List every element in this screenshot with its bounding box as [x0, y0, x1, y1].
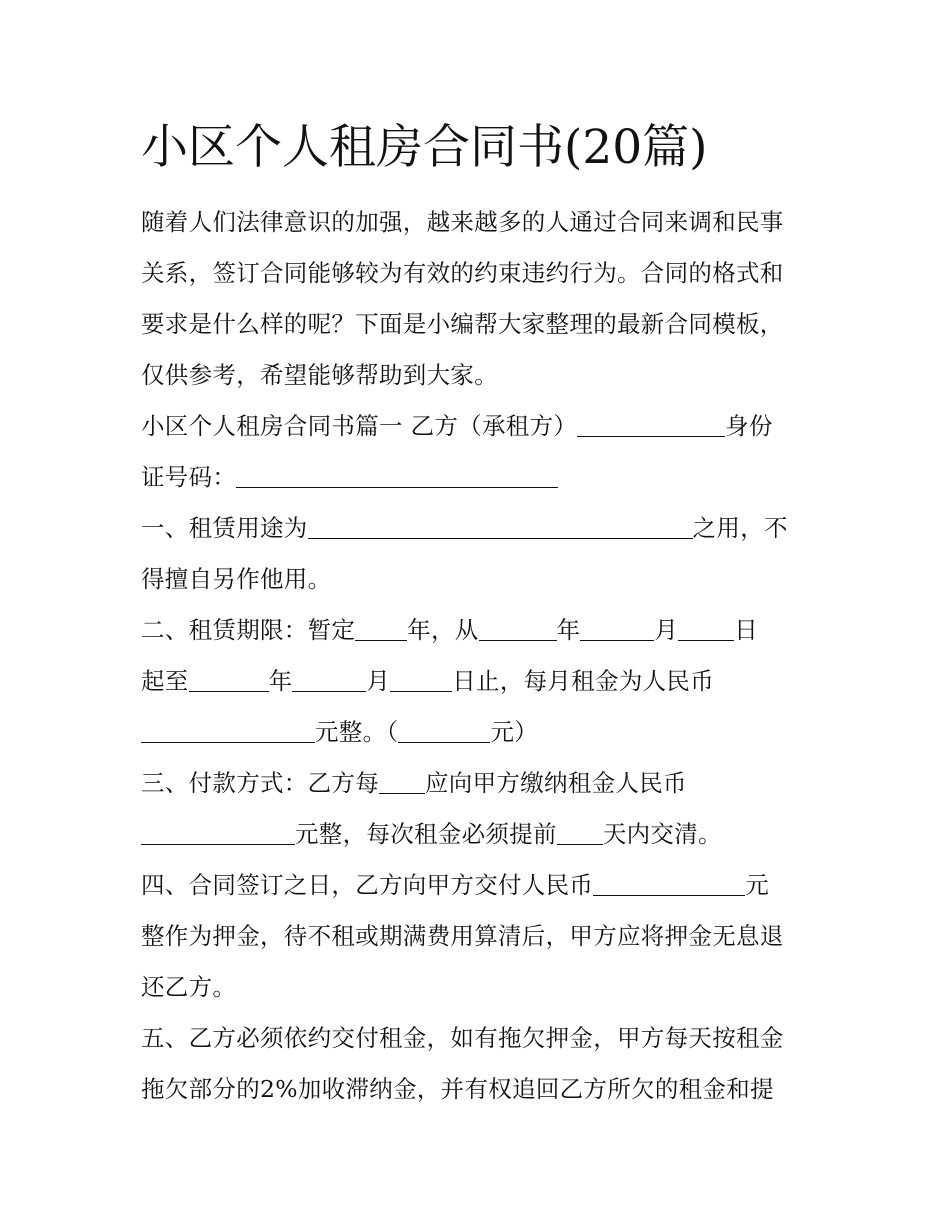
start-month-blank — [580, 616, 654, 641]
clause-1-line-1 — [141, 510, 788, 546]
start-year-blank — [479, 616, 557, 641]
intro-line-2: 关系，签订合同能够较为有效的约束违约行为。合同的格式和 — [141, 259, 784, 287]
intro-line-1: 随着人们法律意识的加强，越来越多的人通过合同来调和民事 — [141, 208, 784, 236]
id-label-part: 身份 — [725, 412, 773, 440]
clause-5-line-1: 五、乙方必须依约交付租金，如有拖欠押金，甲方每天按租金 — [141, 1024, 784, 1052]
clause-3-line-2 — [141, 816, 722, 852]
clause-1-line-2: 得擅自另作他用。 — [141, 565, 332, 593]
clause-2-text: 日 — [734, 616, 759, 644]
id-number-line — [141, 459, 558, 495]
clause-3-line-1 — [141, 765, 687, 801]
term-years-blank — [355, 616, 407, 641]
clause-3-text: 元整，每次租金必须提前 — [295, 820, 557, 848]
section-heading-line — [141, 408, 773, 444]
section-heading-text: 小区个人租房合同书篇一 乙方（承租方） — [141, 412, 578, 440]
clause-2-line-3 — [141, 714, 538, 750]
end-year-blank — [189, 667, 269, 692]
intro-line-3: 要求是什么样的呢？下面是小编帮大家整理的最新合同模板， — [141, 310, 784, 338]
clause-2-text: 二、租赁期限：暂定 — [141, 616, 356, 644]
clause-2-text: 年，从 — [407, 616, 479, 644]
clause-4-line-1 — [141, 867, 769, 903]
clause-4-line-3: 还乙方。 — [141, 973, 237, 1001]
id-number-blank — [236, 463, 558, 488]
clause-2-line-2 — [141, 663, 714, 699]
clause-2-text: 年 — [556, 616, 581, 644]
purpose-blank — [308, 514, 693, 539]
clause-2-text: 月 — [654, 616, 679, 644]
clause-3-text: 三、付款方式：乙方每 — [141, 769, 379, 797]
end-day-blank — [390, 667, 452, 692]
clause-2-text: 元） — [490, 718, 539, 746]
monthly-rent-blank — [141, 718, 315, 743]
clause-1-prefix: 一、租赁用途为 — [141, 514, 308, 542]
clause-4-text: 元 — [745, 871, 770, 899]
lessee-name-blank — [577, 412, 725, 437]
end-month-blank — [292, 667, 366, 692]
clause-2-text: 起至 — [141, 667, 189, 695]
clause-1-suffix: 之用，不 — [692, 514, 788, 542]
clause-5-line-2: 拖欠部分的2%加收滞纳金，并有权追回乙方所欠的租金和提 — [141, 1075, 774, 1103]
payment-amount-blank — [141, 820, 295, 845]
clause-3-text: 应向甲方缴纳租金人民币 — [425, 769, 687, 797]
id-number-label: 证号码： — [141, 463, 237, 491]
intro-line-4: 仅供参考，希望能够帮助到大家。 — [141, 361, 498, 389]
clause-2-text: 元整。（ — [315, 718, 399, 746]
clause-2-text: 日止，每月租金为人民币 — [452, 667, 715, 695]
clause-2-text: 月 — [366, 667, 391, 695]
clause-4-line-2: 整作为押金，待不租或期满费用算清后，甲方应将押金无息退 — [141, 922, 784, 950]
start-day-blank — [678, 616, 734, 641]
payment-period-blank — [379, 769, 425, 794]
clause-4-text: 四、合同签订之日，乙方向甲方交付人民币 — [141, 871, 594, 899]
clause-2-text: 年 — [268, 667, 293, 695]
clause-3-text: 天内交清。 — [602, 820, 722, 848]
document-title: 小区个人租房合同书(20篇) — [141, 120, 708, 175]
clause-2-line-1 — [141, 612, 758, 648]
monthly-rent-figure-blank — [398, 718, 490, 743]
deposit-amount-blank — [593, 871, 745, 896]
payment-days-blank — [557, 820, 603, 845]
